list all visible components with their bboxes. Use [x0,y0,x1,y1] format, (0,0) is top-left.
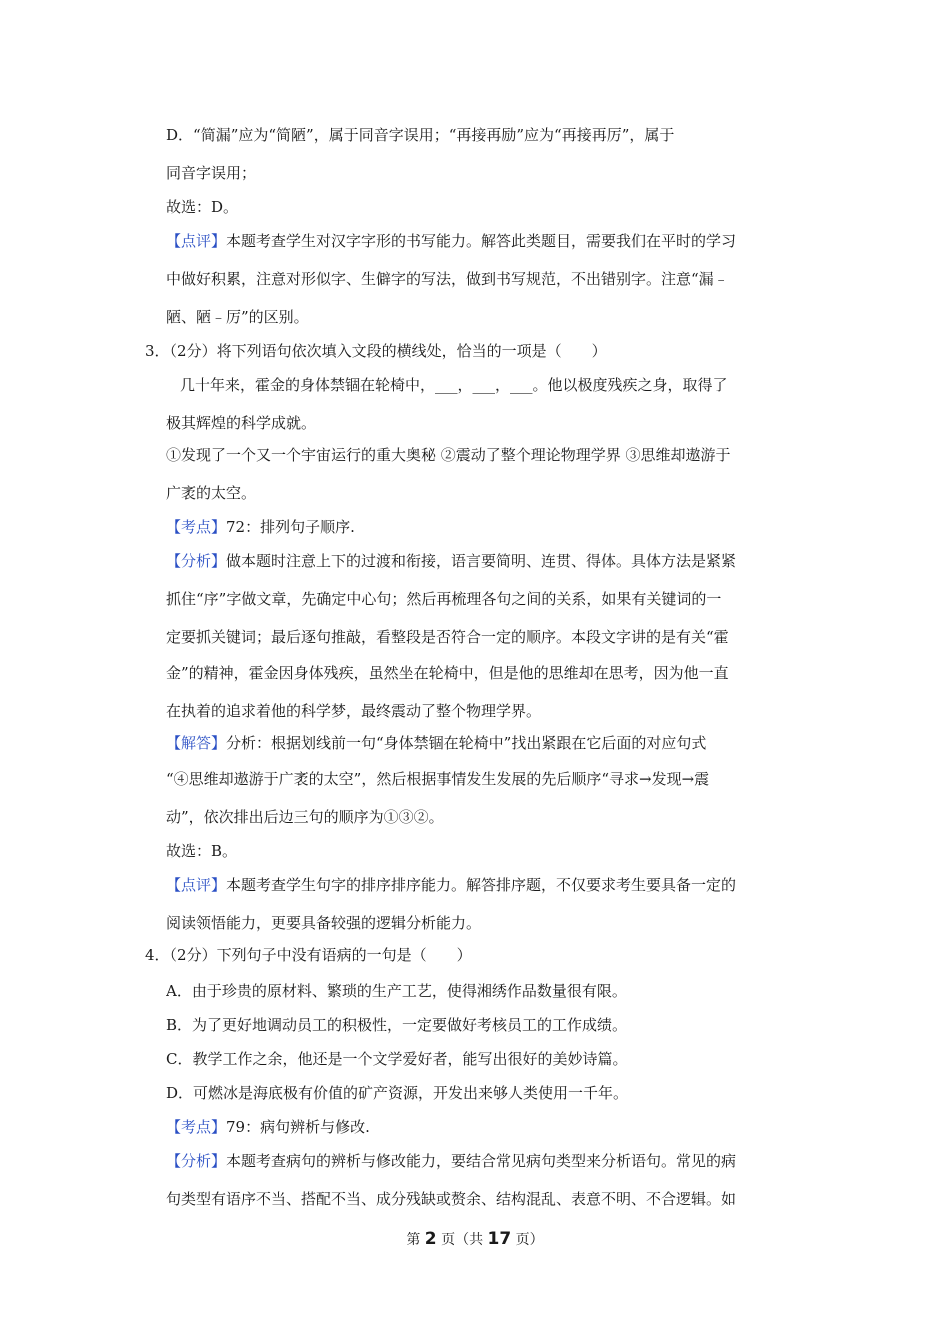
comment-tag: 【点评】 [166,876,227,894]
solution-text: “④思维却遨游于广袤的太空”，然后根据事情发生发展的先后顺序“寻求→发现→震 [166,770,710,788]
analysis-paragraph: 【分析】本题考查病句的辨析与修改能力，要结合常见病句类型来分析语句。常见的病 [166,1152,737,1170]
comment-tag: 【点评】 [166,232,227,250]
total-page-count: 17 [487,1229,512,1249]
analysis-text: 定要抓关键词；最后逐句推敲，看整段是否符合一定的顺序。本段文字讲的是有关“霍 [166,628,729,646]
question-4-stem: 4．（2分）下列句子中没有语病的一句是（ ） [145,946,472,964]
question-4-option-c: C．教学工作之余，他还是一个文学爱好者，能写出很好的美妙诗篇。 [166,1050,628,1068]
analysis-text: 抓住“序”字做文章，先确定中心句；然后再梳理各句之间的关系，如果有关键词的一 [166,590,722,608]
solution-text: 动”，依次排出后边三句的顺序为①③②。 [166,808,444,826]
answer-choice: 故选：B。 [166,842,238,860]
solution-paragraph: 【解答】分析：根据划线前一句“身体禁锢在轮椅中”找出紧跟在它后面的对应句式 [166,734,707,752]
solution-tag: 【解答】 [166,734,227,752]
knowledge-point-paragraph: 【考点】79：病句辨析与修改. [166,1118,370,1136]
comment-text: 中做好积累，注意对形似字、生僻字的写法，做到书写规范，不出错别字。注意“漏﹣ [166,270,729,288]
page-footer: 第 2 页（共 17 页） [406,1229,544,1249]
comment-text: 陋、陋﹣厉”的区别。 [166,308,309,326]
option-d-text-cont: 同音字误用； [166,164,257,182]
knowledge-point-paragraph: 【考点】72：排列句子顺序. [166,518,355,536]
knowledge-point-tag: 【考点】 [166,1118,227,1136]
question-4-option-d: D．可燃冰是海底极有价值的矿产资源，开发出来够人类使用一千年。 [166,1084,629,1102]
question-3-stem: 3．（2分）将下列语句依次填入文段的横线处，恰当的一项是（ ） [145,342,607,360]
analysis-tag: 【分析】 [166,1152,227,1170]
analysis-text: 金”的精神，霍金因身体残疾，虽然坐在轮椅中，但是他的思维却在思考，因为他一直 [166,664,729,682]
current-page-number: 2 [424,1229,437,1249]
answer-choice: 故选：D。 [166,198,239,216]
comment-paragraph: 【点评】本题考查学生对汉字字形的书写能力。解答此类题目，需要我们在平时的学习 [166,232,737,250]
question-4-option-a: A．由于珍贵的原材料、繁琐的生产工艺，使得湘绣作品数量很有限。 [166,982,627,1000]
comment-paragraph: 【点评】本题考查学生句字的排序排序能力。解答排序题，不仅要求考生要具备一定的 [166,876,737,894]
option-d-text: D．“简漏”应为“简陋”，属于同音字误用；“再接再励”应为“再接再厉”，属于 [166,126,675,144]
question-3-options: ①发现了一个又一个宇宙运行的重大奥秘 ②震动了整个理论物理学界 ③思维却遨游于 [166,446,731,464]
analysis-text: 在执着的追求着他的科学梦，最终震动了整个物理学界。 [166,702,542,720]
question-3-passage: 几十年来，霍金的身体禁锢在轮椅中，___，___，___。他以极度残疾之身，取得了 [180,376,728,394]
analysis-tag: 【分析】 [166,552,227,570]
analysis-paragraph: 【分析】做本题时注意上下的过渡和衔接，语言要简明、连贯、得体。具体方法是紧紧 [166,552,737,570]
question-3-options-cont: 广袤的太空。 [166,484,257,502]
analysis-text: 句类型有语序不当、搭配不当、成分残缺或赘余、结构混乱、表意不明、不合逻辑。如 [166,1190,737,1208]
comment-text: 阅读领悟能力，更要具备较强的逻辑分析能力。 [166,914,482,932]
knowledge-point-tag: 【考点】 [166,518,227,536]
question-4-option-b: B．为了更好地调动员工的积极性，一定要做好考核员工的工作成绩。 [166,1016,628,1034]
question-3-passage-cont: 极其辉煌的科学成就。 [166,414,317,432]
